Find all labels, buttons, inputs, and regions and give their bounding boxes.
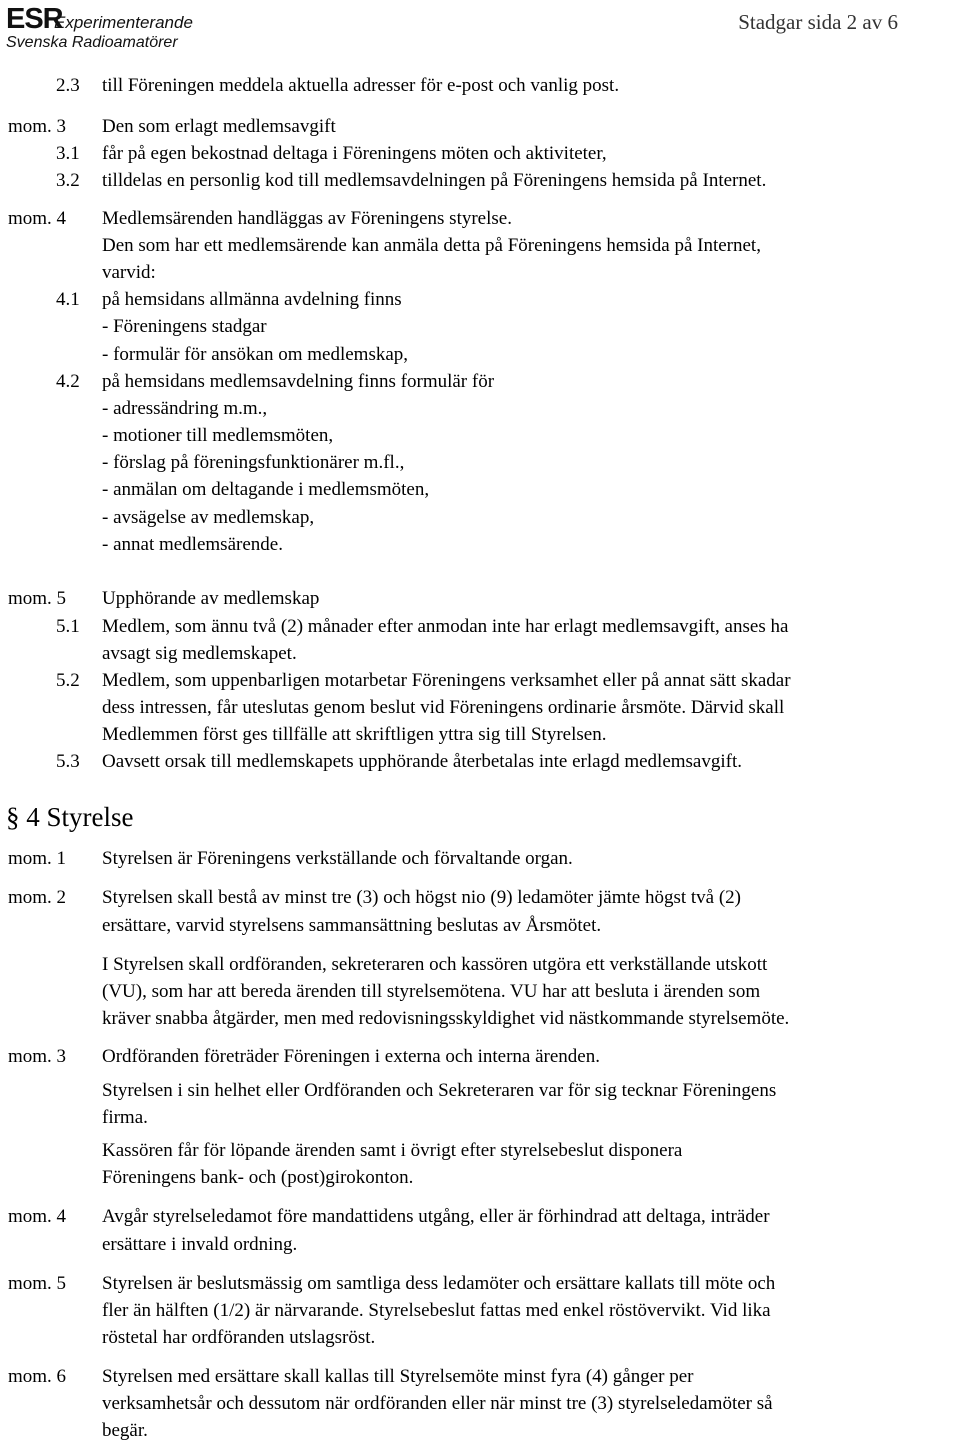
clause-number: 3.1 — [56, 143, 80, 164]
text-line — [0, 1137, 960, 1164]
text-line — [0, 613, 960, 640]
text-line — [0, 422, 960, 449]
text-line — [0, 1363, 960, 1390]
logo-svenska-radioamatorer-text: Svenska Radioamatörer — [6, 34, 178, 51]
line-text: (VU), som har att bereda ärenden till styrelsemötena. VU har att besluta i ärenden som — [102, 981, 761, 1002]
section-label: mom. 2 — [8, 887, 67, 908]
text-line — [0, 449, 960, 476]
line-text: Avgår styrelseledamot före mandattidens utgång, eller är förhindrad att deltaga, inträder — [102, 1206, 770, 1227]
line-text: - Föreningens stadgar — [102, 316, 267, 337]
text-line — [0, 395, 960, 422]
line-text: Kassören får för löpande ärenden samt i övrigt efter styrelsebeslut disponera — [102, 1140, 683, 1161]
clause-number: 5.1 — [56, 616, 80, 637]
text-line — [0, 694, 960, 721]
clause-number: 5.3 — [56, 751, 80, 772]
clause-number: 2.3 — [56, 75, 80, 96]
line-text: ersättare, varvid styrelsens sammansättning beslutas av Årsmötet. — [102, 915, 602, 936]
section-label: mom. 5 — [8, 1273, 67, 1294]
text-line — [0, 1417, 960, 1444]
line-text: Upphörande av medlemskap — [102, 588, 320, 609]
text-line — [0, 531, 960, 558]
text-line — [0, 72, 960, 99]
text-line — [0, 1324, 960, 1351]
line-text: Den som har ett medlemsärende kan anmäla detta på Föreningens hemsida på Internet, — [102, 235, 761, 256]
section-label: mom. 4 — [8, 208, 67, 229]
line-text: varvid: — [102, 262, 156, 283]
page-number-label: Stadgar sida 2 av 6 — [738, 10, 898, 34]
line-text: I Styrelsen skall ordföranden, sekreteraren och kassören utgöra ett verkställande utskott — [102, 954, 768, 975]
text-line — [0, 640, 960, 667]
line-text: Medlemsärenden handläggas av Föreningens styrelse. — [102, 208, 512, 229]
text-line — [0, 1231, 960, 1258]
clause-number: 4.2 — [56, 371, 80, 392]
line-text: verksamhetsår och dessutom när ordföranden eller när minst tre (3) styrelseledamöter så — [102, 1393, 773, 1414]
text-line — [0, 368, 960, 395]
line-text: Föreningens bank- och (post)girokonton. — [102, 1167, 414, 1188]
line-text: firma. — [102, 1107, 148, 1128]
text-line — [0, 978, 960, 1005]
text-line — [0, 1077, 960, 1104]
line-text: Medlem, som ännu två (2) månader efter anmodan inte har erlagt medlemsavgift, anses ha — [102, 616, 789, 637]
line-text: dess intressen, får uteslutas genom beslut vid Föreningens ordinarie årsmöte. Därvid skall — [102, 697, 785, 718]
line-text: - annat medlemsärende. — [102, 534, 283, 555]
text-line — [0, 205, 960, 232]
text-line — [0, 341, 960, 368]
text-line — [0, 286, 960, 313]
line-text: Styrelsen är Föreningens verkställande och förvaltande organ. — [102, 848, 573, 869]
section-label: mom. 5 — [8, 588, 67, 609]
line-text: avsagt sig medlemskapet. — [102, 643, 297, 664]
line-text: Styrelsen skall bestå av minst tre (3) och högst nio (9) ledamöter jämte högst två (2) — [102, 887, 741, 908]
line-text: till Föreningen meddela aktuella adresser för e-post och vanlig post. — [102, 75, 620, 96]
line-text: röstetal har ordföranden utslagsröst. — [102, 1327, 376, 1348]
logo-esr-text: ESR — [6, 3, 63, 35]
line-text: - avsägelse av medlemskap, — [102, 507, 315, 528]
line-text: Styrelsen i sin helhet eller Ordföranden och Sekreteraren var för sig tecknar Föreningens — [102, 1080, 777, 1101]
line-text: ersättare i invald ordning. — [102, 1234, 298, 1255]
section-label: mom. 4 — [8, 1206, 67, 1227]
line-text: - formulär för ansökan om medlemskap, — [102, 344, 409, 365]
text-line — [0, 884, 960, 911]
line-text: - motioner till medlemsmöten, — [102, 425, 334, 446]
text-line — [0, 912, 960, 939]
line-text: - förslag på föreningsfunktionärer m.fl., — [102, 452, 405, 473]
clause-number: 3.2 — [56, 170, 80, 191]
line-text: - anmälan om deltagande i medlemsmöten, — [102, 479, 430, 500]
line-text: fler än hälften (1/2) är närvarande. Styrelsebeslut fattas med enkel röstövervikt. Vid lika — [102, 1300, 771, 1321]
line-text: Styrelsen med ersättare skall kallas till Styrelsemöte minst fyra (4) gånger per — [102, 1366, 694, 1387]
page-header — [6, 4, 956, 56]
text-line — [0, 748, 960, 775]
text-line — [0, 1203, 960, 1230]
section-label: mom. 3 — [8, 1046, 67, 1067]
logo-experimenterande-text: Experimenterande — [54, 13, 193, 32]
section-label: mom. 1 — [8, 848, 67, 869]
text-line — [0, 232, 960, 259]
text-line — [0, 667, 960, 694]
line-text: Medlem, som uppenbarligen motarbetar Föreningens verksamhet eller på annat sätt skadar — [102, 670, 791, 691]
text-line — [0, 167, 960, 194]
text-line — [0, 1043, 960, 1070]
line-text: Medlemmen först ges tillfälle att skriftligen yttra sig till Styrelsen. — [102, 724, 607, 745]
line-text: Oavsett orsak till medlemskapets upphörande återbetalas inte erlagd medlemsavgift. — [102, 751, 742, 772]
line-text: Den som erlagt medlemsavgift — [102, 116, 336, 137]
line-text: får på egen bekostnad deltaga i Föreningens möten och aktiviteter, — [102, 143, 607, 164]
text-line — [0, 113, 960, 140]
esr-logo — [6, 4, 206, 54]
text-line — [0, 476, 960, 503]
text-line — [0, 1297, 960, 1324]
section-label: mom. 3 — [8, 116, 67, 137]
text-line — [0, 313, 960, 340]
section-label: mom. 6 — [8, 1366, 67, 1387]
line-text: kräver snabba åtgärder, men med redovisningsskyldighet vid nästkommande styrelsemöte. — [102, 1008, 790, 1029]
section-heading: § 4 Styrelse — [6, 802, 134, 832]
text-line — [0, 259, 960, 286]
line-text: på hemsidans allmänna avdelning finns — [102, 289, 402, 310]
text-line — [0, 1104, 960, 1131]
text-line — [0, 1270, 960, 1297]
text-line — [0, 585, 960, 612]
clause-number: 4.1 — [56, 289, 80, 310]
line-text: Ordföranden företräder Föreningen i externa och interna ärenden. — [102, 1046, 600, 1067]
line-text: - adressändring m.m., — [102, 398, 268, 419]
line-text: tilldelas en personlig kod till medlemsavdelningen på Föreningens hemsida på Internet. — [102, 170, 767, 191]
text-line — [0, 1005, 960, 1032]
text-line — [0, 1390, 960, 1417]
clause-number: 5.2 — [56, 670, 80, 691]
text-line — [0, 1164, 960, 1191]
line-text: Styrelsen är beslutsmässig om samtliga dess ledamöter och ersättare kallats till möte och — [102, 1273, 776, 1294]
text-line — [0, 140, 960, 167]
text-line — [0, 845, 960, 872]
text-line — [0, 721, 960, 748]
text-line — [0, 951, 960, 978]
line-text: begär. — [102, 1420, 148, 1441]
line-text: på hemsidans medlemsavdelning finns formulär för — [102, 371, 495, 392]
text-line — [0, 504, 960, 531]
